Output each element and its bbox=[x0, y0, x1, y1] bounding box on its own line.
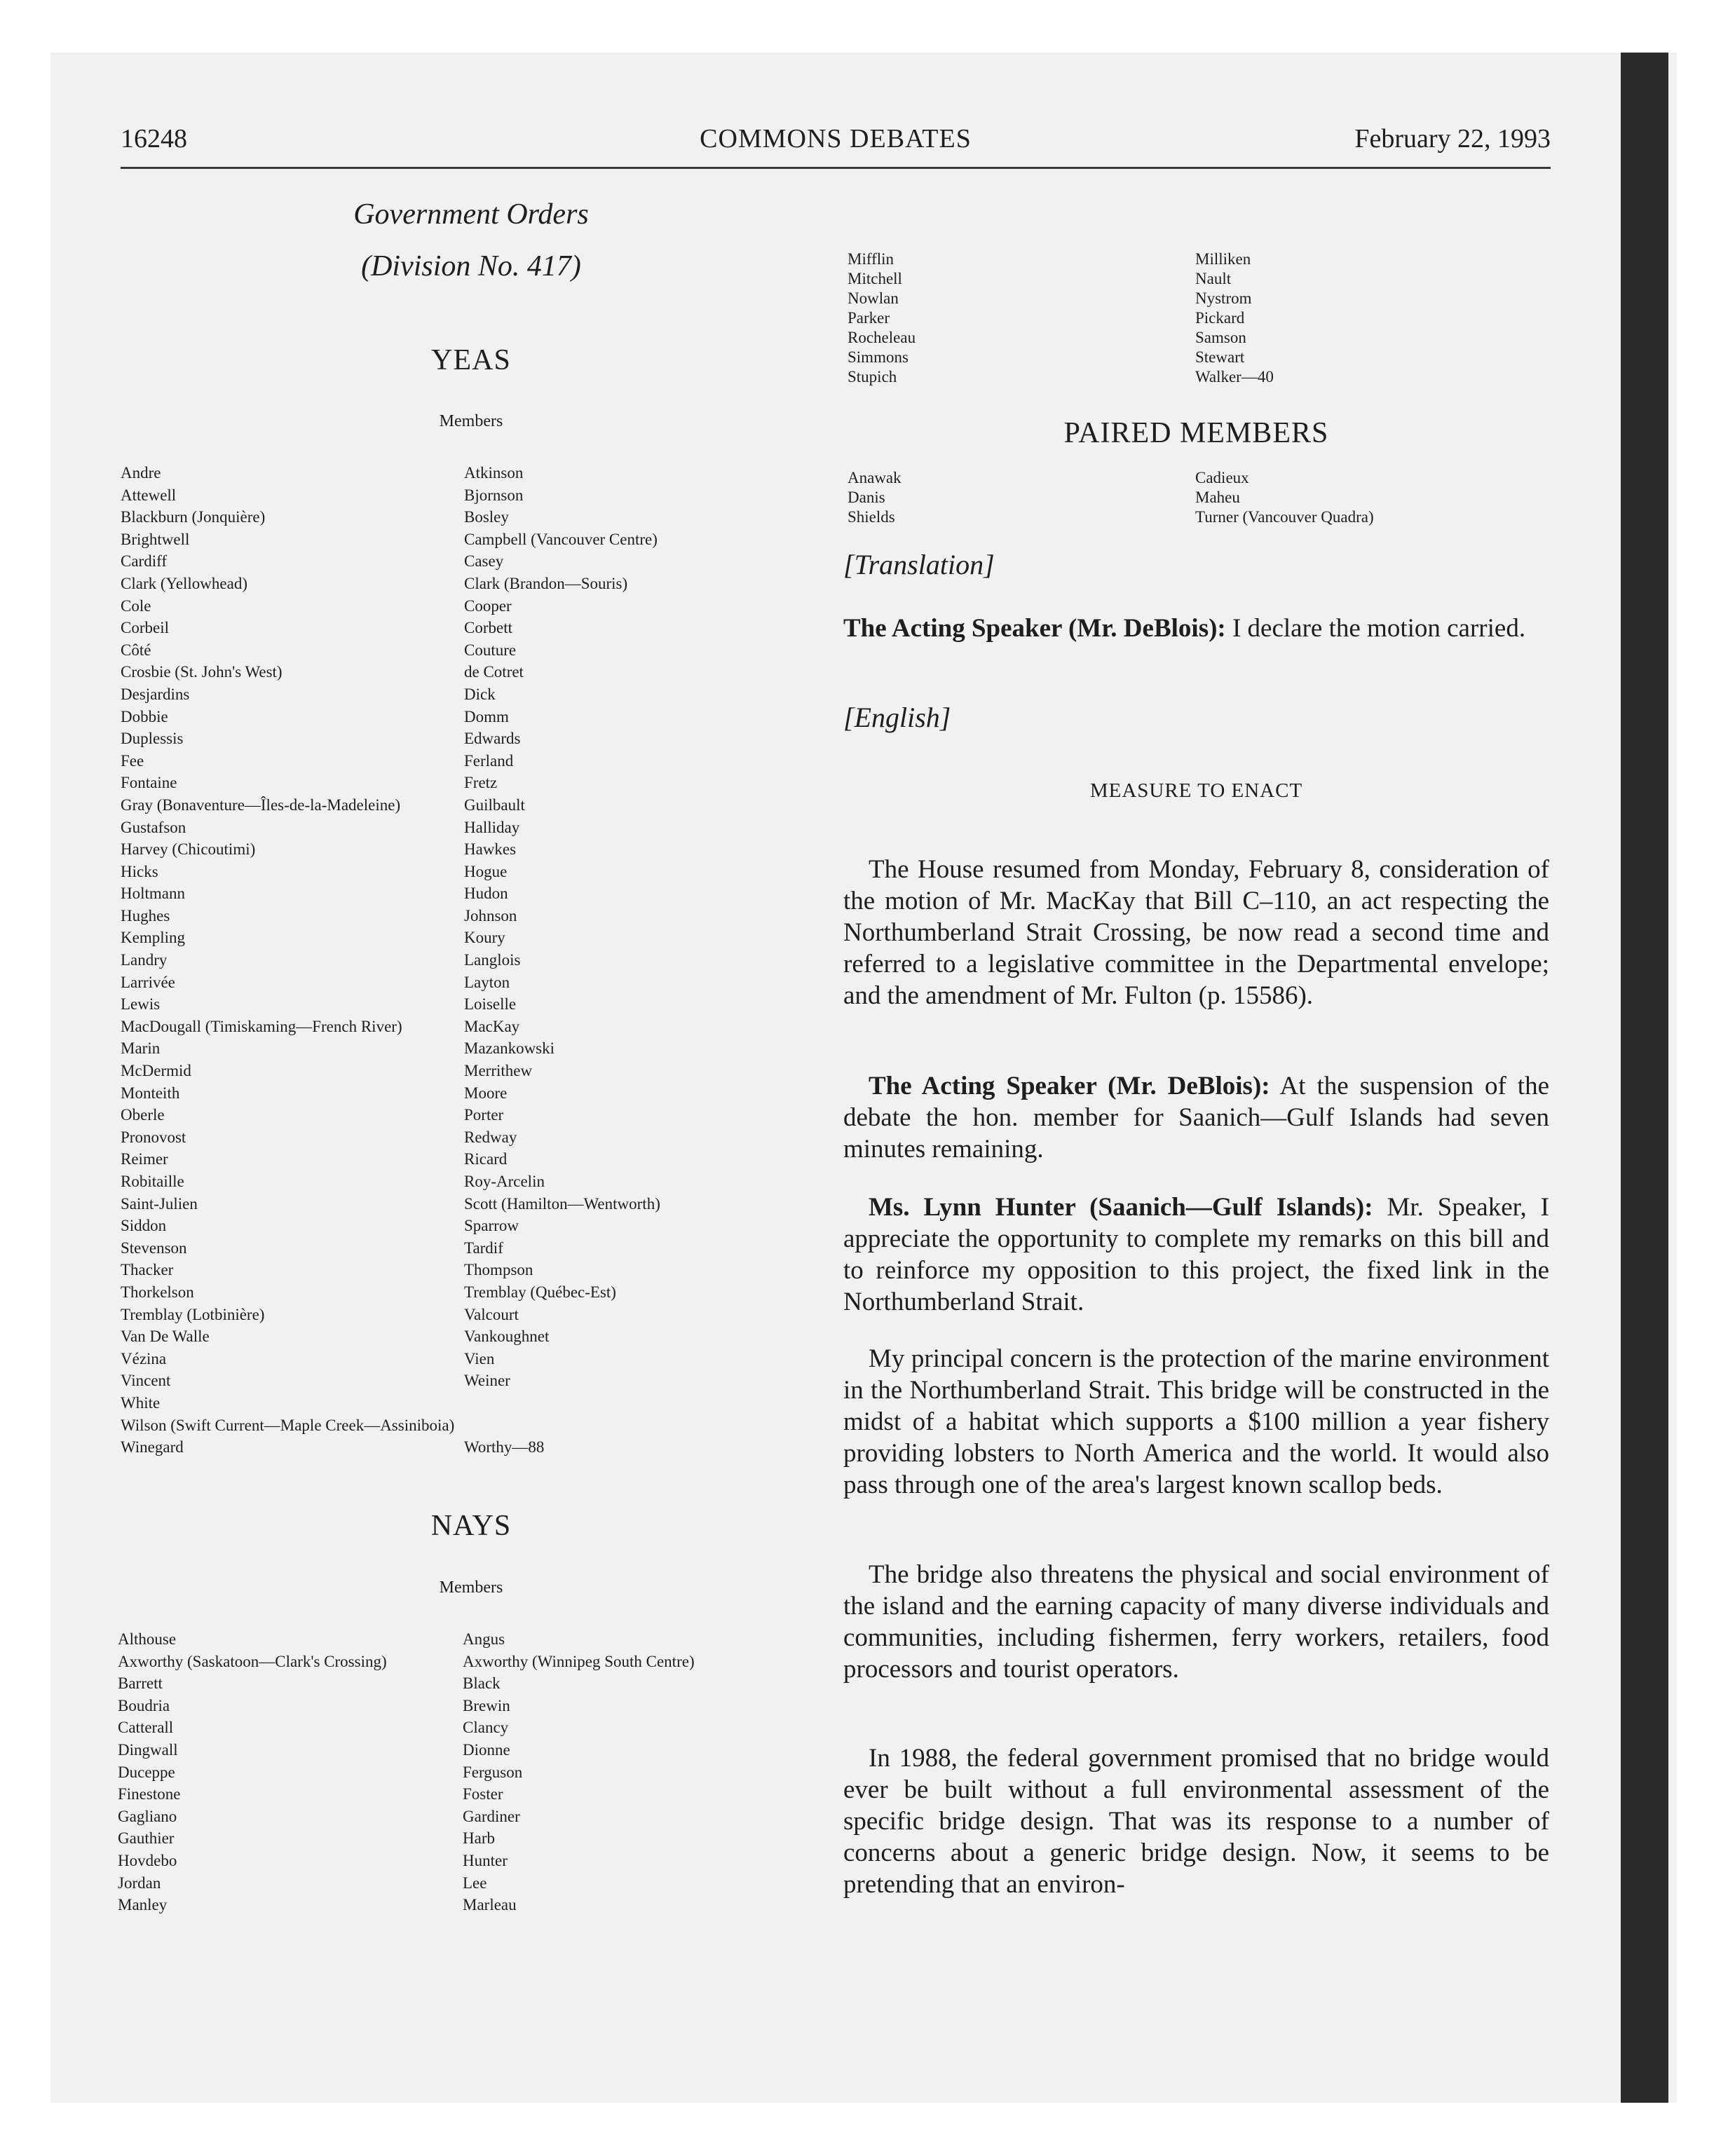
publication-title: COMMONS DEBATES bbox=[700, 124, 972, 153]
member-name: Hicks bbox=[121, 862, 158, 880]
member-name: Johnson bbox=[464, 906, 517, 925]
member-name: Dionne bbox=[463, 1740, 510, 1759]
member-name: Siddon bbox=[121, 1217, 167, 1235]
member-name: Black bbox=[463, 1674, 501, 1693]
member-name: Vankoughnet bbox=[464, 1328, 550, 1346]
member-name: Koury bbox=[464, 929, 505, 947]
member-name: Gagliano bbox=[118, 1807, 177, 1825]
member-name: Danis bbox=[848, 489, 885, 506]
member-name: Duceppe bbox=[118, 1763, 175, 1781]
member-name: Hovdebo bbox=[118, 1851, 177, 1869]
member-name: Hawkes bbox=[464, 840, 517, 859]
paired-members-heading: PAIRED MEMBERS bbox=[1063, 417, 1329, 449]
member-name: Althouse bbox=[118, 1630, 177, 1648]
member-name: Weiner bbox=[464, 1372, 510, 1390]
member-name: Ricard bbox=[464, 1150, 508, 1168]
member-name: Rocheleau bbox=[848, 329, 916, 346]
member-name: Corbeil bbox=[121, 619, 169, 637]
nays-column-2 bbox=[463, 1628, 695, 1916]
yeas-last-row-1 bbox=[121, 1436, 184, 1459]
member-name: Manley bbox=[118, 1896, 168, 1914]
member-name: Monteith bbox=[121, 1084, 180, 1102]
member-name: Barrett bbox=[118, 1674, 163, 1693]
member-name: Maheu bbox=[1195, 489, 1240, 506]
paragraph-bridge-threatens bbox=[843, 1559, 1549, 1685]
nays-heading: NAYS bbox=[430, 1510, 512, 1542]
member-name: Turner (Vancouver Quadra) bbox=[1195, 508, 1374, 526]
member-name: Jordan bbox=[118, 1874, 161, 1892]
speech-text: I declare the motion carried. bbox=[1225, 614, 1526, 643]
member-name: Nowlan bbox=[848, 289, 899, 307]
member-name: de Cotret bbox=[464, 663, 524, 681]
speech-text: Mr. Speaker, I appreciate the opportunity to complete my remarks on this bill and to reinforce my opposition to this project, the fixed link in the Northumberland Strait. bbox=[843, 1193, 1549, 1316]
yeas-heading: YEAS bbox=[431, 344, 511, 376]
member-name: Hogue bbox=[464, 862, 508, 880]
yeas-members-subhead: Members bbox=[439, 412, 503, 430]
nays-continued-column-2 bbox=[1195, 250, 1274, 387]
nays-continued-column-1 bbox=[848, 250, 916, 387]
measure-heading: MEASURE TO ENACT bbox=[1089, 779, 1303, 802]
paragraph-house-resumed bbox=[843, 854, 1549, 1011]
yeas-column-2 bbox=[464, 462, 660, 1392]
yeas-last-row-2 bbox=[464, 1436, 544, 1459]
member-name: Roy-Arcelin bbox=[464, 1173, 545, 1190]
member-name: Couture bbox=[464, 641, 517, 659]
member-name: Brightwell bbox=[121, 530, 190, 548]
member-name: Simmons bbox=[848, 348, 909, 366]
member-name: Axworthy (Winnipeg South Centre) bbox=[463, 1652, 695, 1670]
member-name: Clark (Brandon—Souris) bbox=[464, 574, 628, 592]
member-name: Stewart bbox=[1195, 348, 1245, 366]
member-name: Scott (Hamilton—Wentworth) bbox=[464, 1194, 660, 1213]
member-name: Walker—40 bbox=[1195, 368, 1274, 386]
member-name: Loiselle bbox=[464, 995, 517, 1014]
speaker-name: Ms. Lynn Hunter (Saanich—Gulf Islands): bbox=[869, 1193, 1373, 1222]
member-name: Larrivée bbox=[121, 973, 175, 991]
member-name: Cadieux bbox=[1195, 469, 1249, 486]
member-name: Robitaille bbox=[121, 1173, 184, 1190]
section-title: Government Orders bbox=[353, 198, 589, 231]
speaker-name: The Acting Speaker (Mr. DeBlois): bbox=[869, 1072, 1270, 1100]
member-name: Clancy bbox=[463, 1719, 509, 1737]
member-name: Vézina bbox=[121, 1349, 167, 1367]
member-name: Gray (Bonaventure—Îles-de-la-Madeleine) bbox=[121, 796, 401, 814]
member-name: Campbell (Vancouver Centre) bbox=[464, 530, 658, 548]
speaker-name: The Acting Speaker (Mr. DeBlois): bbox=[843, 614, 1226, 643]
member-name: Reimer bbox=[121, 1150, 168, 1168]
paired-column-1 bbox=[848, 468, 901, 527]
member-name: Gauthier bbox=[118, 1829, 175, 1848]
member-name: Casey bbox=[464, 552, 504, 571]
yeas-column-1 bbox=[121, 462, 402, 1414]
paragraph-1988-promise bbox=[843, 1742, 1549, 1900]
member-name: Oberle bbox=[121, 1106, 165, 1124]
member-name: Moore bbox=[464, 1084, 508, 1102]
member-name: Cole bbox=[121, 596, 151, 615]
member-name: Harvey (Chicoutimi) bbox=[121, 840, 256, 859]
member-name: Stevenson bbox=[121, 1239, 187, 1257]
speech-text: The bridge also threatens the physical and social environment of the island and the earning capacity of many diverse individuals and communities, including fishermen, ferry workers, retailers, food processors and tourist operators. bbox=[843, 1560, 1549, 1684]
member-name: Atkinson bbox=[464, 464, 524, 482]
member-name: Ferguson bbox=[463, 1763, 523, 1781]
member-name: Milliken bbox=[1195, 250, 1251, 268]
member-name: Bosley bbox=[464, 508, 509, 526]
member-name: Boudria bbox=[118, 1696, 170, 1714]
member-name: Pronovost bbox=[121, 1128, 186, 1146]
member-name: Dobbie bbox=[121, 707, 168, 725]
member-name: Winegard bbox=[121, 1438, 184, 1456]
member-name: Corbett bbox=[464, 619, 512, 637]
member-name: Marin bbox=[121, 1039, 161, 1058]
member-name: Pickard bbox=[1195, 309, 1245, 327]
member-name: Van De Walle bbox=[121, 1328, 210, 1346]
member-name: Andre bbox=[121, 464, 161, 482]
member-name: Tremblay (Québec-Est) bbox=[464, 1283, 616, 1301]
member-name: Saint-Julien bbox=[121, 1194, 198, 1213]
member-name: Blackburn (Jonquière) bbox=[121, 508, 266, 526]
member-name: Vincent bbox=[121, 1372, 171, 1390]
member-name: Guilbault bbox=[464, 796, 525, 814]
member-name: Layton bbox=[464, 973, 510, 991]
member-name: Domm bbox=[464, 707, 509, 725]
member-name: Finestone bbox=[118, 1785, 181, 1803]
translation-tag: [Translation] bbox=[843, 549, 995, 580]
member-name: Stupich bbox=[848, 368, 897, 386]
member-name: Ferland bbox=[464, 751, 514, 770]
member-name: Wilson (Swift Current—Maple Creek—Assiniboia) bbox=[121, 1417, 455, 1434]
member-name: Lee bbox=[463, 1874, 487, 1892]
speech-text: The House resumed from Monday, February 8, consideration of the motion of Mr. MacKay that Bill C–110, an act respecting the Northumberland Strait Crossing, be now read a second time and referred to a legislative committee in the Departmental envelope; and the amendment of Mr. Fulton (p. 15586). bbox=[843, 855, 1549, 1010]
member-name: Axworthy (Saskatoon—Clark's Crossing) bbox=[118, 1652, 387, 1670]
member-name: Langlois bbox=[464, 951, 521, 969]
member-name: Parker bbox=[848, 309, 890, 327]
member-name: Foster bbox=[463, 1785, 503, 1803]
speech-text: At the suspension of the debate the hon. member for Saanich—Gulf Islands had seven minutes remaining. bbox=[843, 1072, 1549, 1164]
english-tag: [English] bbox=[843, 702, 951, 733]
member-name: Thompson bbox=[464, 1261, 533, 1279]
member-name: Thacker bbox=[121, 1261, 174, 1279]
member-name: Brewin bbox=[463, 1696, 510, 1714]
member-name: Tardif bbox=[464, 1239, 503, 1257]
member-name: Valcourt bbox=[464, 1305, 519, 1323]
member-name: Cardiff bbox=[121, 552, 168, 571]
speech-text: My principal concern is the protection of the marine environment in the Northumberland Strait. This bridge will be constructed in the midst of a habitat which supports a $100 million a year fishery providing lobsters to North America and the world. It would also pass through one of the area's largest known scallop beds. bbox=[843, 1344, 1549, 1499]
paragraph-speaker-declaration bbox=[843, 613, 1549, 644]
yeas-wide-entry bbox=[121, 1414, 454, 1437]
member-name: Fontaine bbox=[121, 774, 177, 792]
member-name: Fee bbox=[121, 751, 144, 770]
member-name: Marleau bbox=[463, 1896, 517, 1914]
member-name: Hunter bbox=[463, 1851, 508, 1869]
member-name: Angus bbox=[463, 1630, 505, 1648]
member-name: Dingwall bbox=[118, 1740, 178, 1759]
member-name: Duplessis bbox=[121, 730, 184, 748]
paragraph-lynn-hunter bbox=[843, 1192, 1549, 1318]
paired-column-2 bbox=[1195, 468, 1374, 527]
member-name: Fretz bbox=[464, 774, 498, 792]
member-name: Halliday bbox=[464, 818, 520, 836]
member-name: Sparrow bbox=[464, 1217, 519, 1235]
member-name: Kempling bbox=[121, 929, 185, 947]
member-name: Thorkelson bbox=[121, 1283, 194, 1301]
member-name: Worthy—88 bbox=[464, 1438, 545, 1456]
scan-edge-shadow bbox=[1621, 53, 1668, 2103]
member-name: McDermid bbox=[121, 1062, 191, 1080]
member-name: MacKay bbox=[464, 1017, 520, 1035]
member-name: Hudon bbox=[464, 885, 508, 903]
member-name: Catterall bbox=[118, 1719, 174, 1737]
member-name: Harb bbox=[463, 1829, 495, 1848]
speech-text: In 1988, the federal government promised that no bridge would ever be built without a full environmental assessment of the specific bridge design. That was its response to a number of concerns about a generic bridge design. Now, it seems to be pretending that an environ- bbox=[843, 1744, 1549, 1899]
member-name: Merrithew bbox=[464, 1062, 533, 1080]
member-name: Samson bbox=[1195, 329, 1246, 346]
member-name: Shields bbox=[848, 508, 895, 526]
member-name: Crosbie (St. John's West) bbox=[121, 663, 283, 681]
member-name: Cooper bbox=[464, 596, 512, 615]
member-name: Edwards bbox=[464, 730, 521, 748]
member-name: Clark (Yellowhead) bbox=[121, 574, 247, 592]
member-name: Attewell bbox=[121, 486, 177, 504]
member-name: Nault bbox=[1195, 270, 1232, 287]
member-name: Nystrom bbox=[1195, 289, 1252, 307]
member-name: Lewis bbox=[121, 995, 161, 1014]
member-name: Tremblay (Lotbinière) bbox=[121, 1305, 265, 1323]
member-name: Desjardins bbox=[121, 685, 190, 703]
member-name: Vien bbox=[464, 1349, 495, 1367]
member-name: Bjornson bbox=[464, 486, 524, 504]
member-name: Gardiner bbox=[463, 1807, 520, 1825]
member-name: White bbox=[121, 1393, 161, 1412]
member-name: Redway bbox=[464, 1128, 517, 1146]
member-name: Dick bbox=[464, 685, 496, 703]
member-name: Hughes bbox=[121, 906, 170, 925]
member-name: Mitchell bbox=[848, 270, 902, 287]
paragraph-acting-speaker bbox=[843, 1070, 1549, 1165]
member-name: Anawak bbox=[848, 469, 901, 486]
publication-date: February 22, 1993 bbox=[1354, 124, 1551, 153]
member-name: Mazankowski bbox=[464, 1039, 555, 1058]
member-name: MacDougall (Timiskaming—French River) bbox=[121, 1017, 402, 1035]
member-name: Gustafson bbox=[121, 818, 186, 836]
page-header bbox=[121, 118, 1551, 169]
member-name: Côté bbox=[121, 641, 151, 659]
member-name: Landry bbox=[121, 951, 168, 969]
member-name: Mifflin bbox=[848, 250, 894, 268]
member-name: Porter bbox=[464, 1106, 504, 1124]
nays-members-subhead: Members bbox=[439, 1578, 503, 1597]
member-name: Holtmann bbox=[121, 885, 185, 903]
page-number: 16248 bbox=[121, 124, 187, 153]
paragraph-marine-environment bbox=[843, 1343, 1549, 1501]
division-number: (Division No. 417) bbox=[361, 250, 581, 282]
nays-column-1 bbox=[118, 1628, 387, 1916]
